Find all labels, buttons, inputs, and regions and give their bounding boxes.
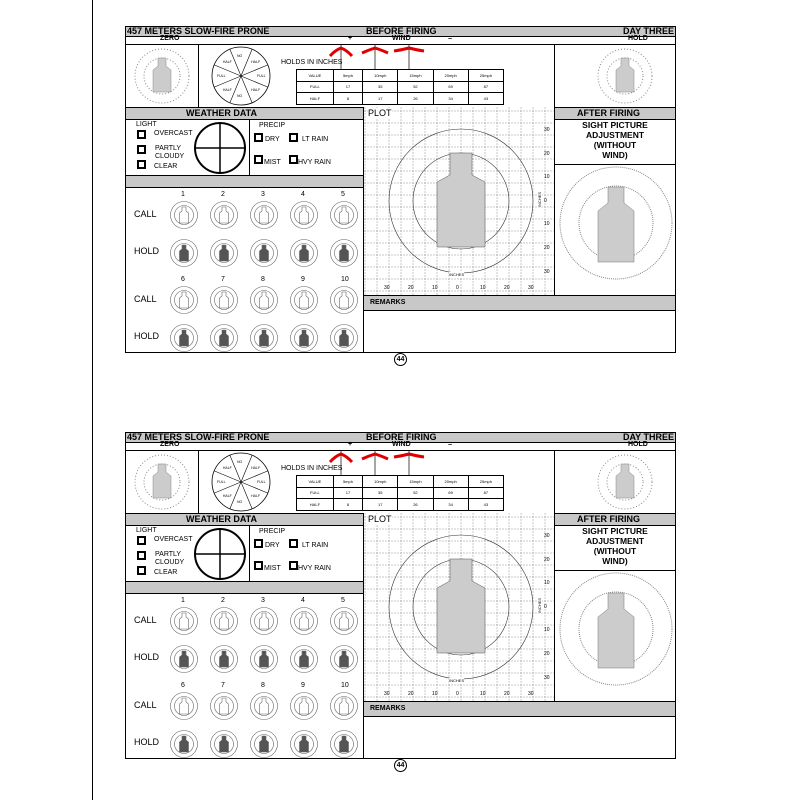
y-tick-label: 20 bbox=[544, 150, 550, 157]
y-ticks bbox=[544, 513, 554, 701]
wind-label: WIND bbox=[392, 35, 411, 42]
text-line: WIND) bbox=[602, 150, 628, 160]
call-target-icon[interactable] bbox=[289, 606, 319, 636]
table-cell: 52 bbox=[398, 487, 433, 499]
holds-table bbox=[296, 69, 504, 105]
x-ticks bbox=[364, 285, 555, 293]
zero-target-icon bbox=[130, 47, 194, 105]
clock-label: FULL bbox=[257, 74, 266, 78]
table-cell: 69 bbox=[433, 81, 468, 93]
hold-target-icon[interactable] bbox=[329, 729, 359, 759]
table-cell: 87 bbox=[468, 487, 503, 499]
hold-target-icon[interactable] bbox=[209, 323, 239, 353]
table-row bbox=[297, 487, 504, 499]
hold-target-icon[interactable] bbox=[169, 644, 199, 674]
shot-number: 5 bbox=[341, 191, 345, 198]
call-target-icon[interactable] bbox=[249, 200, 279, 230]
dry-checkbox[interactable] bbox=[254, 539, 263, 548]
shot-grid bbox=[126, 187, 363, 353]
clear-label: CLEAR bbox=[154, 163, 178, 170]
table-cell: 17 bbox=[363, 499, 398, 511]
mist-checkbox[interactable] bbox=[254, 155, 263, 164]
plot-y-label: INCHES bbox=[537, 597, 543, 614]
hvy-rain-checkbox[interactable] bbox=[289, 155, 298, 164]
partly-cloudy-checkbox[interactable] bbox=[137, 551, 146, 560]
holds-table bbox=[296, 475, 504, 511]
table-cell: 15mph bbox=[398, 476, 433, 488]
hold-target-icon[interactable] bbox=[249, 644, 279, 674]
shot-number: 3 bbox=[261, 191, 265, 198]
shot-number: 10 bbox=[341, 276, 349, 283]
plus-label: + bbox=[348, 441, 353, 448]
plus-label: + bbox=[348, 35, 353, 42]
divider bbox=[198, 45, 199, 107]
table-cell: VALUE bbox=[297, 476, 334, 488]
wind-flags bbox=[326, 450, 506, 476]
table-cell: HALF bbox=[297, 499, 334, 511]
divider bbox=[249, 119, 250, 175]
x-tick-label: 10 bbox=[480, 691, 486, 697]
clock-label: HALF bbox=[222, 88, 232, 93]
lt-rain-checkbox[interactable] bbox=[289, 133, 298, 142]
call-target-icon[interactable] bbox=[169, 691, 199, 721]
dope-sheet bbox=[125, 432, 676, 759]
x-tick-label: 20 bbox=[408, 691, 414, 697]
weather-header bbox=[126, 513, 363, 526]
y-tick-label: 0 bbox=[544, 603, 547, 610]
plot-x-label: INCHES bbox=[449, 678, 465, 683]
sight-picture-text bbox=[555, 120, 675, 160]
table-cell: 35 bbox=[363, 487, 398, 499]
hvy-rain-checkbox[interactable] bbox=[289, 561, 298, 570]
hold-target-icon[interactable] bbox=[289, 729, 319, 759]
sight-picture-target-icon bbox=[555, 571, 675, 701]
table-header-row bbox=[297, 476, 504, 488]
table-cell: 26 bbox=[398, 499, 433, 511]
hvy-rain-label: HVY RAIN bbox=[298, 159, 331, 166]
shot-number: 3 bbox=[261, 597, 265, 604]
wind-clock bbox=[211, 46, 271, 106]
hold-target-icon[interactable] bbox=[329, 323, 359, 353]
table-cell: 35 bbox=[363, 81, 398, 93]
clock-label: FULL bbox=[217, 480, 226, 484]
hold-label: HOLD bbox=[134, 652, 160, 662]
hold-target-icon[interactable] bbox=[289, 644, 319, 674]
shot-number: 7 bbox=[221, 276, 225, 283]
hold-target-icon[interactable] bbox=[289, 323, 319, 353]
text-line: SIGHT PICTURE bbox=[582, 526, 648, 536]
table-cell: 20mph bbox=[433, 476, 468, 488]
x-tick-label: 30 bbox=[384, 285, 390, 291]
zero-label: ZERO bbox=[160, 35, 180, 42]
y-tick-label: 0 bbox=[544, 197, 547, 204]
call-target-icon[interactable] bbox=[329, 691, 359, 721]
holds-title: HOLDS IN INCHES bbox=[281, 59, 343, 66]
hold-target-icon[interactable] bbox=[329, 238, 359, 268]
call-target-icon[interactable] bbox=[209, 606, 239, 636]
call-target-icon[interactable] bbox=[169, 200, 199, 230]
zero-target-icon bbox=[130, 453, 194, 511]
zero-label: ZERO bbox=[160, 441, 180, 448]
hold-target-icon[interactable] bbox=[249, 729, 279, 759]
plot-title: PLOT bbox=[368, 108, 392, 118]
table-row bbox=[297, 93, 504, 105]
table-cell: 10mph bbox=[363, 476, 398, 488]
y-tick-label: 30 bbox=[544, 533, 550, 539]
y-tick-label: 10 bbox=[544, 174, 550, 181]
table-cell: 5mph bbox=[333, 476, 362, 488]
hold-target-icon[interactable] bbox=[169, 729, 199, 759]
wind-label: WIND bbox=[392, 441, 411, 448]
shot-number: 6 bbox=[181, 682, 185, 689]
table-cell: FULL bbox=[297, 81, 334, 93]
table-header-row bbox=[297, 70, 504, 82]
call-label: CALL bbox=[134, 209, 157, 219]
table-cell: 15mph bbox=[398, 70, 433, 82]
wind-clock bbox=[211, 452, 271, 512]
plot-area bbox=[364, 107, 555, 295]
table-cell: 20mph bbox=[433, 70, 468, 82]
hold-label: HOLD bbox=[628, 441, 648, 448]
section-title: BEFORE FIRING bbox=[366, 26, 437, 36]
plot-grid bbox=[364, 107, 555, 295]
sight-picture-text bbox=[555, 526, 675, 566]
y-tick-label: 10 bbox=[544, 580, 550, 587]
call-target-icon[interactable] bbox=[249, 285, 279, 315]
shot-number: 1 bbox=[181, 191, 185, 198]
clock-label: NO bbox=[237, 460, 243, 464]
x-tick-label: 0 bbox=[456, 285, 459, 291]
shot-number: 4 bbox=[301, 191, 305, 198]
remarks-title: REMARKS bbox=[370, 299, 406, 306]
table-cell: 69 bbox=[433, 487, 468, 499]
call-target-icon[interactable] bbox=[289, 691, 319, 721]
call-target-icon[interactable] bbox=[329, 200, 359, 230]
y-tick-label: 30 bbox=[544, 127, 550, 133]
plot-y-label: INCHES bbox=[537, 191, 543, 208]
hold-label: HOLD bbox=[134, 737, 160, 747]
clear-label: CLEAR bbox=[154, 569, 178, 576]
equals-label: = bbox=[448, 35, 453, 42]
after-firing-title: AFTER FIRING bbox=[577, 108, 640, 118]
partly-cloudy-label: PARTLY CLOUDY bbox=[155, 145, 185, 160]
holds-title: HOLDS IN INCHES bbox=[281, 465, 343, 472]
equals-label: = bbox=[448, 441, 453, 448]
hold-target-icon[interactable] bbox=[209, 729, 239, 759]
table-cell: 5mph bbox=[333, 70, 362, 82]
weather-title: WEATHER DATA bbox=[186, 514, 257, 524]
divider bbox=[249, 525, 250, 581]
partly-cloudy-checkbox[interactable] bbox=[137, 145, 146, 154]
call-target-icon[interactable] bbox=[169, 285, 199, 315]
clock-label: NO bbox=[237, 94, 243, 98]
clock-label: HALF bbox=[251, 494, 261, 499]
x-tick-label: 20 bbox=[408, 285, 414, 291]
call-target-icon[interactable] bbox=[329, 606, 359, 636]
table-cell: 17 bbox=[333, 81, 362, 93]
call-target-icon[interactable] bbox=[209, 200, 239, 230]
mist-label: MIST bbox=[264, 565, 281, 572]
remarks-field[interactable] bbox=[364, 311, 675, 352]
plot-area bbox=[364, 513, 555, 701]
hold-target-icon[interactable] bbox=[209, 238, 239, 268]
x-tick-label: 30 bbox=[384, 691, 390, 697]
text-line: (WITHOUT bbox=[593, 546, 637, 556]
table-cell: 8 bbox=[333, 93, 362, 105]
table-cell: 43 bbox=[468, 499, 503, 511]
overcast-label: OVERCAST bbox=[154, 536, 193, 543]
table-cell: 25mph bbox=[468, 70, 503, 82]
sheet-title: 457 METERS SLOW-FIRE PRONE bbox=[127, 26, 270, 36]
table-cell: 87 bbox=[468, 81, 503, 93]
table-cell: VALUE bbox=[297, 70, 334, 82]
table-cell: 17 bbox=[363, 93, 398, 105]
call-target-icon[interactable] bbox=[289, 285, 319, 315]
overcast-checkbox[interactable] bbox=[137, 130, 146, 139]
lt-rain-checkbox[interactable] bbox=[289, 539, 298, 548]
plot-x-label: INCHES bbox=[449, 272, 465, 277]
divider bbox=[554, 451, 555, 513]
sight-picture-target-icon bbox=[555, 165, 675, 295]
clock-label: NO bbox=[237, 500, 243, 504]
shot-number: 2 bbox=[221, 191, 225, 198]
call-target-icon[interactable] bbox=[209, 285, 239, 315]
call-target-icon[interactable] bbox=[329, 285, 359, 315]
remarks-field[interactable] bbox=[364, 717, 675, 758]
clock-label: FULL bbox=[217, 74, 226, 78]
text-line: ADJUSTMENT bbox=[585, 536, 645, 546]
hold-target-icon[interactable] bbox=[169, 238, 199, 268]
table-cell: HALF bbox=[297, 93, 334, 105]
page-number: 44 bbox=[394, 759, 407, 772]
silhouette-icon bbox=[437, 559, 485, 653]
x-ticks bbox=[364, 691, 555, 699]
sheet-title: 457 METERS SLOW-FIRE PRONE bbox=[127, 432, 270, 442]
call-target-icon[interactable] bbox=[249, 606, 279, 636]
overcast-checkbox[interactable] bbox=[137, 536, 146, 545]
mist-checkbox[interactable] bbox=[254, 561, 263, 570]
text-line: ADJUSTMENT bbox=[585, 130, 645, 140]
shot-number: 8 bbox=[261, 276, 265, 283]
hvy-rain-label: HVY RAIN bbox=[298, 565, 331, 572]
shot-number: 5 bbox=[341, 597, 345, 604]
table-cell: 34 bbox=[433, 93, 468, 105]
y-tick-label: 30 bbox=[544, 674, 550, 681]
plot-title: PLOT bbox=[368, 514, 392, 524]
light-label: LIGHT bbox=[136, 527, 157, 534]
shot-number: 9 bbox=[301, 682, 305, 689]
clock-label: HALF bbox=[251, 465, 261, 470]
call-label: CALL bbox=[134, 700, 157, 710]
y-tick-label: 10 bbox=[544, 221, 550, 228]
hold-target-icon[interactable] bbox=[209, 644, 239, 674]
call-label: CALL bbox=[134, 615, 157, 625]
hold-label: HOLD bbox=[134, 246, 160, 256]
lt-rain-label: LT RAIN bbox=[302, 542, 329, 549]
crosshair-icon bbox=[193, 527, 247, 581]
clock-label: HALF bbox=[222, 494, 232, 499]
after-firing-title: AFTER FIRING bbox=[577, 514, 640, 524]
x-tick-label: 30 bbox=[528, 285, 534, 291]
table-cell: 52 bbox=[398, 81, 433, 93]
x-tick-label: 20 bbox=[504, 691, 510, 697]
x-tick-label: 30 bbox=[528, 691, 534, 697]
table-cell: 26 bbox=[398, 93, 433, 105]
after-firing-header bbox=[555, 107, 675, 120]
hold-target-icon bbox=[593, 47, 657, 105]
shot-number: 1 bbox=[181, 597, 185, 604]
divider bbox=[554, 45, 555, 107]
lt-rain-label: LT RAIN bbox=[302, 136, 329, 143]
hold-label: HOLD bbox=[134, 331, 160, 341]
hold-target-icon[interactable] bbox=[249, 238, 279, 268]
table-cell: FULL bbox=[297, 487, 334, 499]
crosshair-icon bbox=[193, 121, 247, 175]
call-target-icon[interactable] bbox=[209, 691, 239, 721]
plot-grid bbox=[364, 513, 555, 701]
page-margin-line bbox=[92, 0, 93, 800]
clock-label: HALF bbox=[251, 88, 261, 93]
silhouette-icon bbox=[437, 153, 485, 247]
hold-target-icon[interactable] bbox=[169, 323, 199, 353]
y-tick-label: 20 bbox=[544, 651, 550, 657]
y-tick-label: 30 bbox=[544, 268, 550, 275]
hold-target-icon bbox=[593, 453, 657, 511]
text-line: SIGHT PICTURE bbox=[582, 120, 648, 130]
shot-number: 6 bbox=[181, 276, 185, 283]
section-title: BEFORE FIRING bbox=[366, 432, 437, 442]
call-target-icon[interactable] bbox=[169, 606, 199, 636]
dry-label: DRY bbox=[265, 542, 280, 549]
x-tick-label: 0 bbox=[456, 691, 459, 697]
divider bbox=[198, 451, 199, 513]
x-tick-label: 10 bbox=[432, 285, 438, 291]
remarks-header bbox=[364, 295, 675, 311]
x-tick-label: 10 bbox=[432, 691, 438, 697]
hold-label: HOLD bbox=[628, 35, 648, 42]
clock-label: HALF bbox=[251, 59, 261, 64]
text-line: (WITHOUT bbox=[593, 140, 637, 150]
y-tick-label: 20 bbox=[544, 556, 550, 563]
shot-number: 2 bbox=[221, 597, 225, 604]
weather-header bbox=[126, 107, 363, 120]
hold-target-icon[interactable] bbox=[329, 644, 359, 674]
remarks-header bbox=[364, 701, 675, 717]
day-label: DAY THREE bbox=[622, 26, 674, 36]
call-target-icon[interactable] bbox=[289, 200, 319, 230]
call-label: CALL bbox=[134, 294, 157, 304]
shot-number: 7 bbox=[221, 682, 225, 689]
mist-label: MIST bbox=[264, 159, 281, 166]
table-cell: 10mph bbox=[363, 70, 398, 82]
hold-target-icon[interactable] bbox=[249, 323, 279, 353]
overcast-label: OVERCAST bbox=[154, 130, 193, 137]
shot-number: 9 bbox=[301, 276, 305, 283]
partly-cloudy-label: PARTLY CLOUDY bbox=[155, 551, 185, 566]
clear-checkbox[interactable] bbox=[137, 566, 146, 575]
hold-target-icon[interactable] bbox=[289, 238, 319, 268]
call-target-icon[interactable] bbox=[249, 691, 279, 721]
light-label: LIGHT bbox=[136, 121, 157, 128]
table-row bbox=[297, 499, 504, 511]
shot-number: 8 bbox=[261, 682, 265, 689]
dry-checkbox[interactable] bbox=[254, 133, 263, 142]
y-tick-label: 20 bbox=[544, 245, 550, 251]
clock-label: HALF bbox=[222, 59, 232, 64]
clock-label: HALF bbox=[222, 465, 232, 470]
shot-number: 10 bbox=[341, 682, 349, 689]
after-firing-header bbox=[555, 513, 675, 526]
page-number: 44 bbox=[394, 353, 407, 366]
dope-sheet bbox=[125, 26, 676, 353]
table-cell: 43 bbox=[468, 93, 503, 105]
y-ticks bbox=[544, 107, 554, 295]
table-cell: 17 bbox=[333, 487, 362, 499]
x-tick-label: 10 bbox=[480, 285, 486, 291]
day-label: DAY THREE bbox=[622, 432, 674, 442]
dry-label: DRY bbox=[265, 136, 280, 143]
wind-flags bbox=[326, 44, 506, 70]
table-cell: 34 bbox=[433, 499, 468, 511]
table-cell: 8 bbox=[333, 499, 362, 511]
x-tick-label: 20 bbox=[504, 285, 510, 291]
remarks-title: REMARKS bbox=[370, 705, 406, 712]
shot-grid bbox=[126, 593, 363, 759]
clock-label: FULL bbox=[257, 480, 266, 484]
table-cell: 25mph bbox=[468, 476, 503, 488]
clear-checkbox[interactable] bbox=[137, 160, 146, 169]
table-row bbox=[297, 81, 504, 93]
y-tick-label: 10 bbox=[544, 627, 550, 634]
clock-label: NO bbox=[237, 54, 243, 58]
shot-number: 4 bbox=[301, 597, 305, 604]
precip-label: PRECIP bbox=[259, 122, 286, 129]
precip-label: PRECIP bbox=[259, 528, 286, 535]
text-line: WIND) bbox=[602, 556, 628, 566]
weather-title: WEATHER DATA bbox=[186, 108, 257, 118]
